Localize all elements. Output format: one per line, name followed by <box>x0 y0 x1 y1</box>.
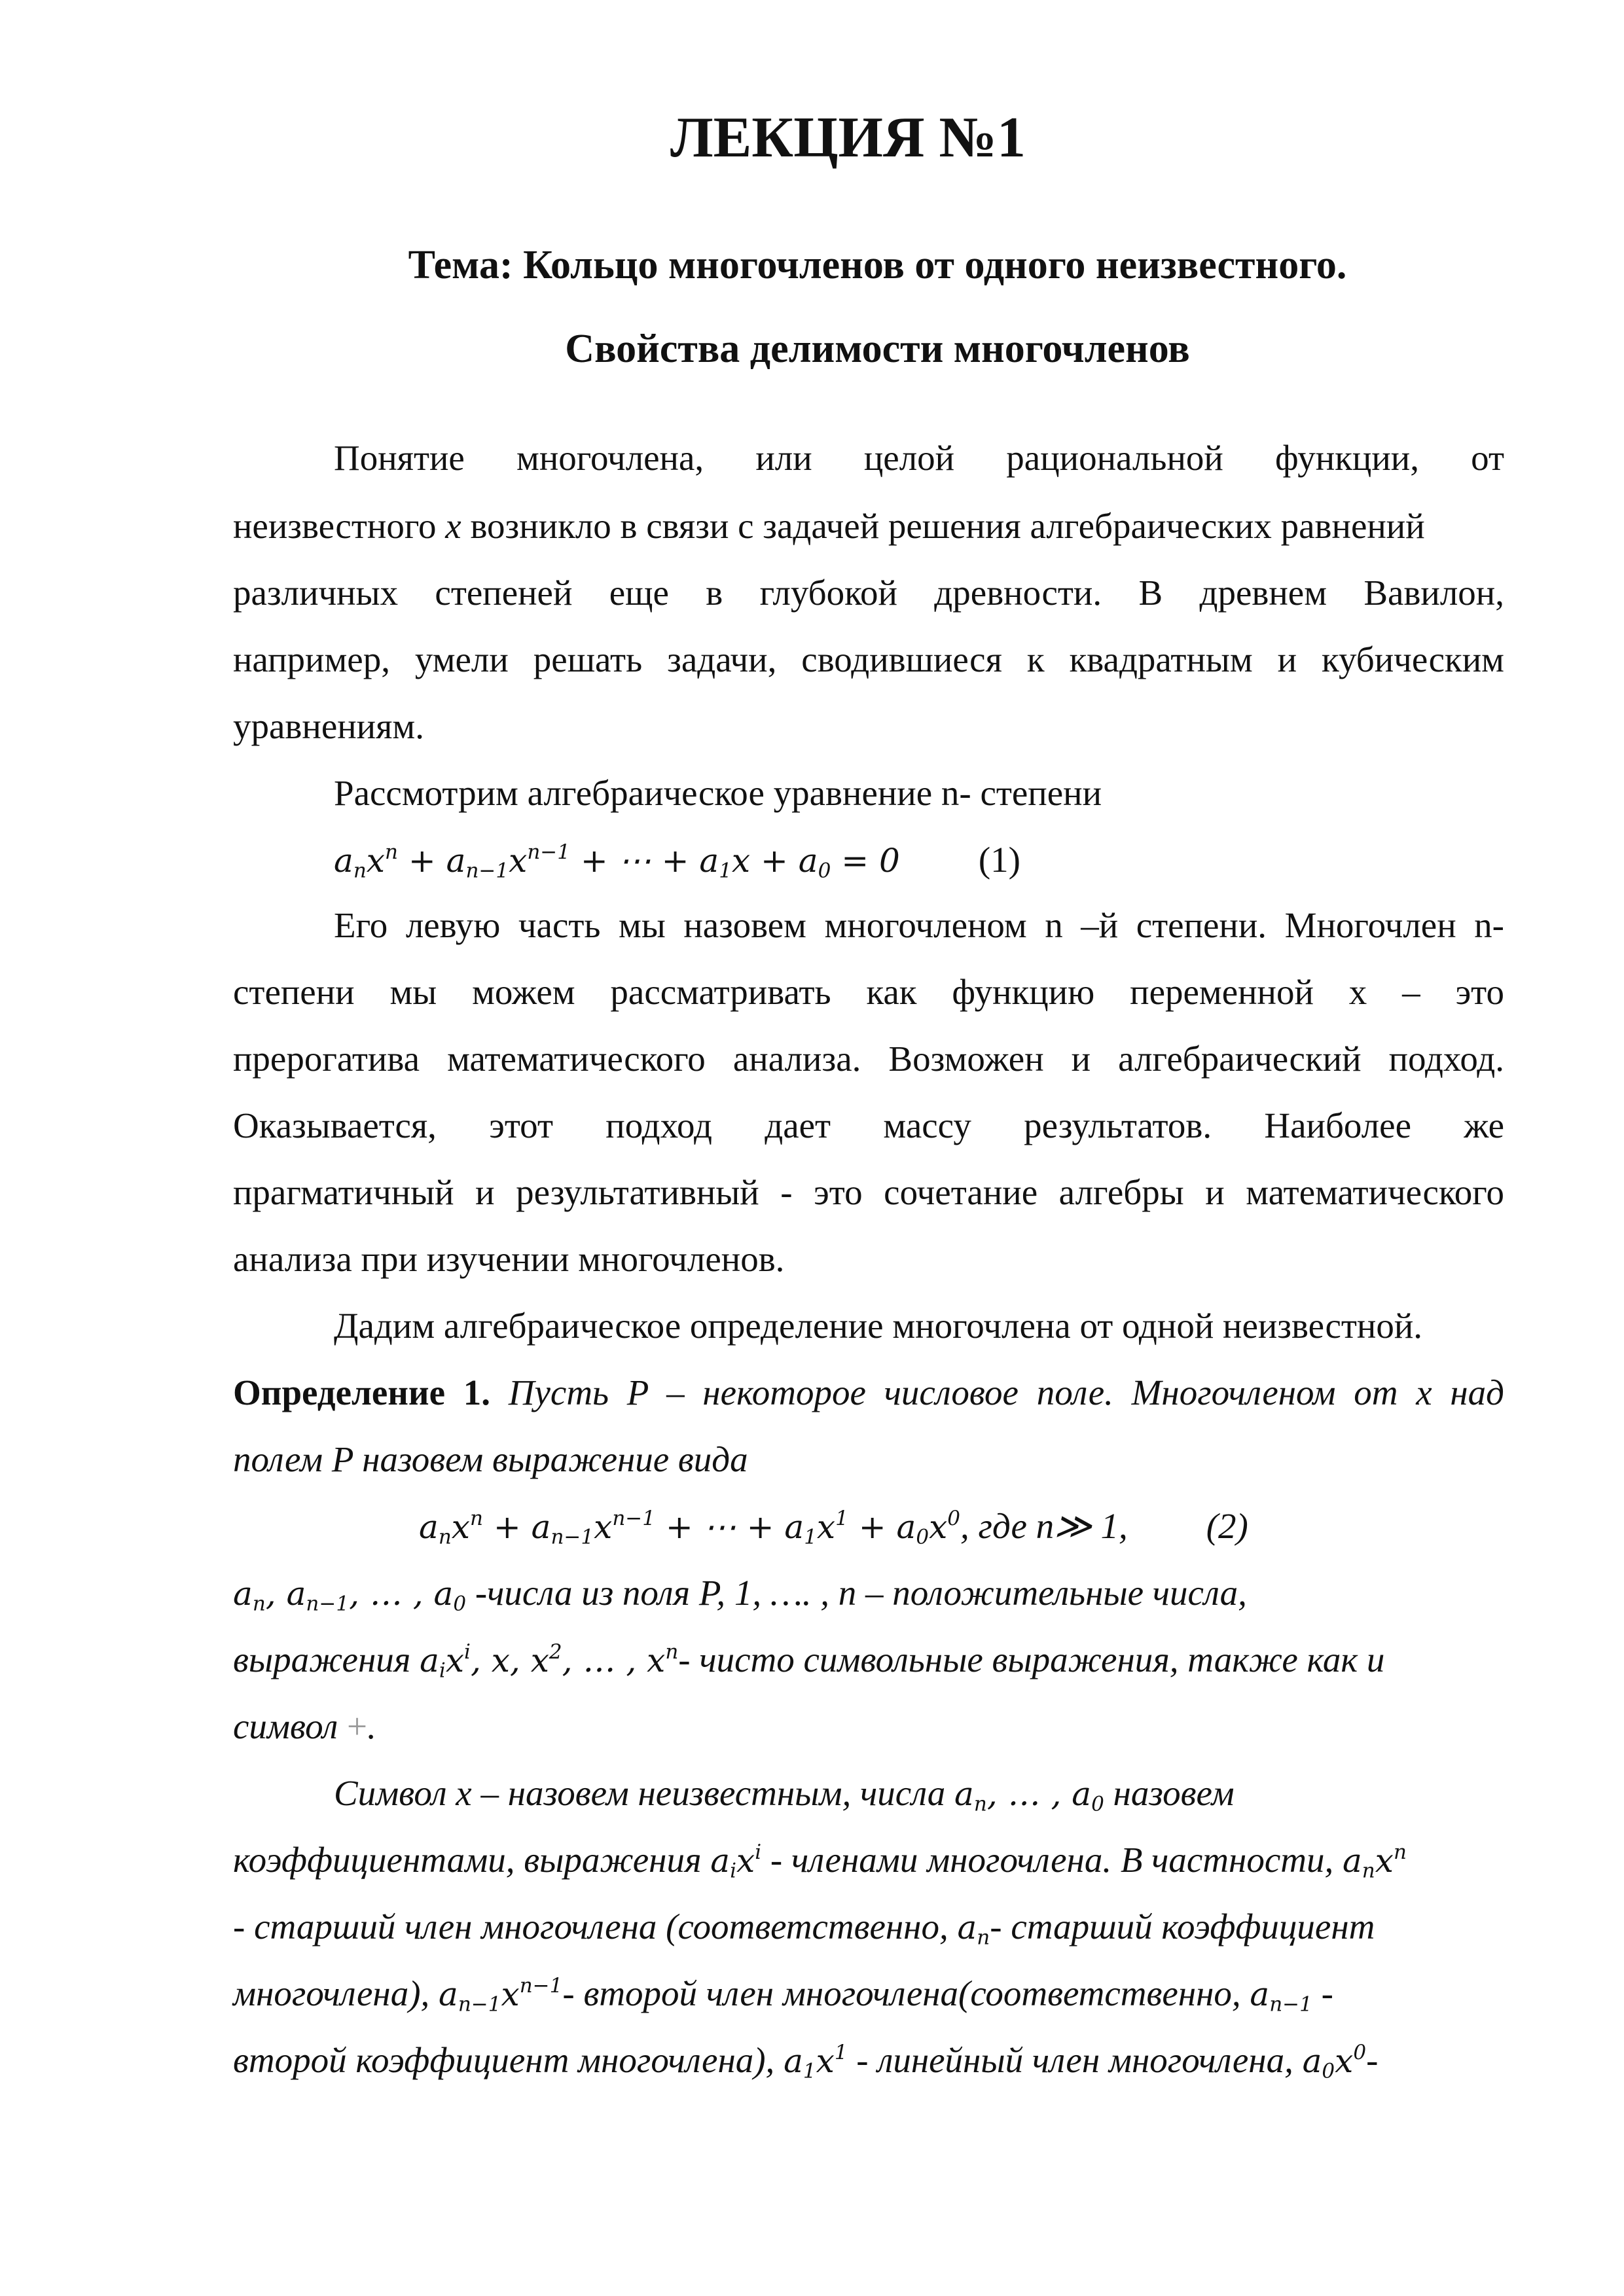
equation-1 <box>334 834 1504 887</box>
text: коэффициентами, выражения <box>233 1840 711 1880</box>
paragraph-1-line-3: различных степеней еще в глубокой древности. В древнем Вавилон, <box>233 573 1504 613</box>
paragraph-3-line-5: прагматичный и результативный - это сочетание алгебры и математического <box>233 1172 1504 1212</box>
plus-symbol: + <box>347 1706 368 1746</box>
topic-heading-line-2: Свойства делимости многочленов <box>565 327 1190 371</box>
paragraph-4-line-1: Дадим алгебраическое определение многочлена от одной неизвестной. <box>334 1306 1423 1346</box>
paragraph-3-line-1: Его левую часть мы назовем многочленом n –й степени. Многочлен n- <box>334 905 1504 945</box>
formula: $a_0x^0$ <box>1302 2040 1367 2083</box>
text: - <box>1366 2040 1379 2080</box>
formula: $a_{n-1}$ <box>1250 1975 1312 2017</box>
definition-1-line-5 <box>233 1634 1504 1687</box>
text: -числа из поля P, 1, …. , n – положительные числа, <box>466 1573 1247 1613</box>
paragraph-1-line-4: например, умели решать задачи, сводившиеся к квадратным и кубическим <box>233 639 1504 679</box>
formula: $a_ix^i$ <box>710 1840 762 1883</box>
coefficients-formula: $a_n$, $a_{n-1}$, … , $a_0$ <box>233 1575 467 1616</box>
text: возникло в связи с задачей решения алгебраических равнений <box>461 506 1425 546</box>
equation-2-number: (2) <box>1206 1506 1248 1546</box>
text: многочлена), <box>233 1973 439 2013</box>
text: - членами многочлена. В частности, <box>761 1840 1343 1880</box>
text: Пусть P – некоторое числовое поле. Многочленом от x над <box>490 1372 1504 1412</box>
formula: $a_1x^1$ <box>784 2040 848 2083</box>
text: - линейный член многочлена, <box>847 2040 1303 2080</box>
formula: $a_n$ <box>957 1909 990 1950</box>
text: , где n≫ 1, <box>960 1506 1128 1546</box>
equation-2 <box>419 1500 1532 1553</box>
paragraph-1-line-2 <box>233 500 1504 552</box>
terms-formula: $a_ix^i$, x, $x^2$, … , $x^n$ <box>420 1640 679 1683</box>
paragraph-5-line-4 <box>233 1967 1504 2020</box>
text: Символ x – назовем неизвестным, числа <box>334 1773 955 1813</box>
text: неизвестного <box>233 506 446 546</box>
paragraph-3-line-2: степени мы можем рассматривать как функцию переменной x – это <box>233 972 1504 1012</box>
definition-1-line-4 <box>233 1567 1504 1620</box>
definition-label: Определение 1. <box>233 1372 491 1412</box>
paragraph-5-line-1 <box>334 1767 1504 1820</box>
paragraph-1-line-5: уравнениям. <box>233 706 424 746</box>
paragraph-5-line-5 <box>233 2034 1504 2087</box>
text: - чисто символьные выражения, также как и <box>678 1640 1385 1679</box>
paragraph-3-line-6: анализа при изучении многочленов. <box>233 1239 785 1279</box>
text: назовем <box>1104 1773 1235 1813</box>
equation-1-formula: $a_nx^n + a_{n-1}x^{n-1}$ + ⋯ + $a_1x + a_0 = 0$ <box>334 840 900 883</box>
text: . <box>367 1706 376 1746</box>
equation-1-number: (1) <box>978 840 1020 880</box>
definition-1-line-6 <box>233 1700 1504 1753</box>
paragraph-5-line-3 <box>233 1901 1504 1954</box>
text: - второй член многочлена(соответственно, <box>562 1973 1250 2013</box>
paragraph-2-line-1: Рассмотрим алгебраическое уравнение n- степени <box>334 773 1102 813</box>
text: - старший член многочлена (соответственно, <box>233 1907 958 1946</box>
definition-1-line-2: полем P назовем выражение вида <box>233 1439 748 1479</box>
topic-heading-line-1: Тема: Кольцо многочленов от одного неизвестного. <box>408 243 1347 287</box>
formula: $a_nx^n$ <box>1342 1840 1407 1883</box>
text: символ <box>233 1706 348 1746</box>
lecture-title: ЛЕКЦИЯ №1 <box>670 106 1026 170</box>
text: - <box>1312 1973 1333 2013</box>
text: второй коэффициент многочлена), <box>233 2040 784 2080</box>
definition-1-line-1 <box>233 1367 1504 1419</box>
variable-x: x <box>445 506 461 546</box>
paragraph-1-line-1: Понятие многочлена, или целой рациональной функции, от <box>334 438 1504 478</box>
formula: $a_{n-1}x^{n-1}$ <box>439 1973 563 2017</box>
paragraph-5-line-2 <box>233 1834 1504 1887</box>
paragraph-3-line-4: Оказывается, этот подход дает массу результатов. Наиболее же <box>233 1105 1504 1145</box>
text: выражения <box>233 1640 420 1679</box>
text: - старший коэффициент <box>990 1907 1375 1946</box>
paragraph-3-line-3: прерогатива математического анализа. Возможен и алгебраический подход. <box>233 1039 1504 1079</box>
formula: $a_n$, … , $a_0$ <box>954 1775 1104 1816</box>
equation-2-formula: $a_nx^n + a_{n-1}x^{n-1}$ + ⋯ + $a_1x^1 + a_0x^0$ <box>419 1506 961 1549</box>
